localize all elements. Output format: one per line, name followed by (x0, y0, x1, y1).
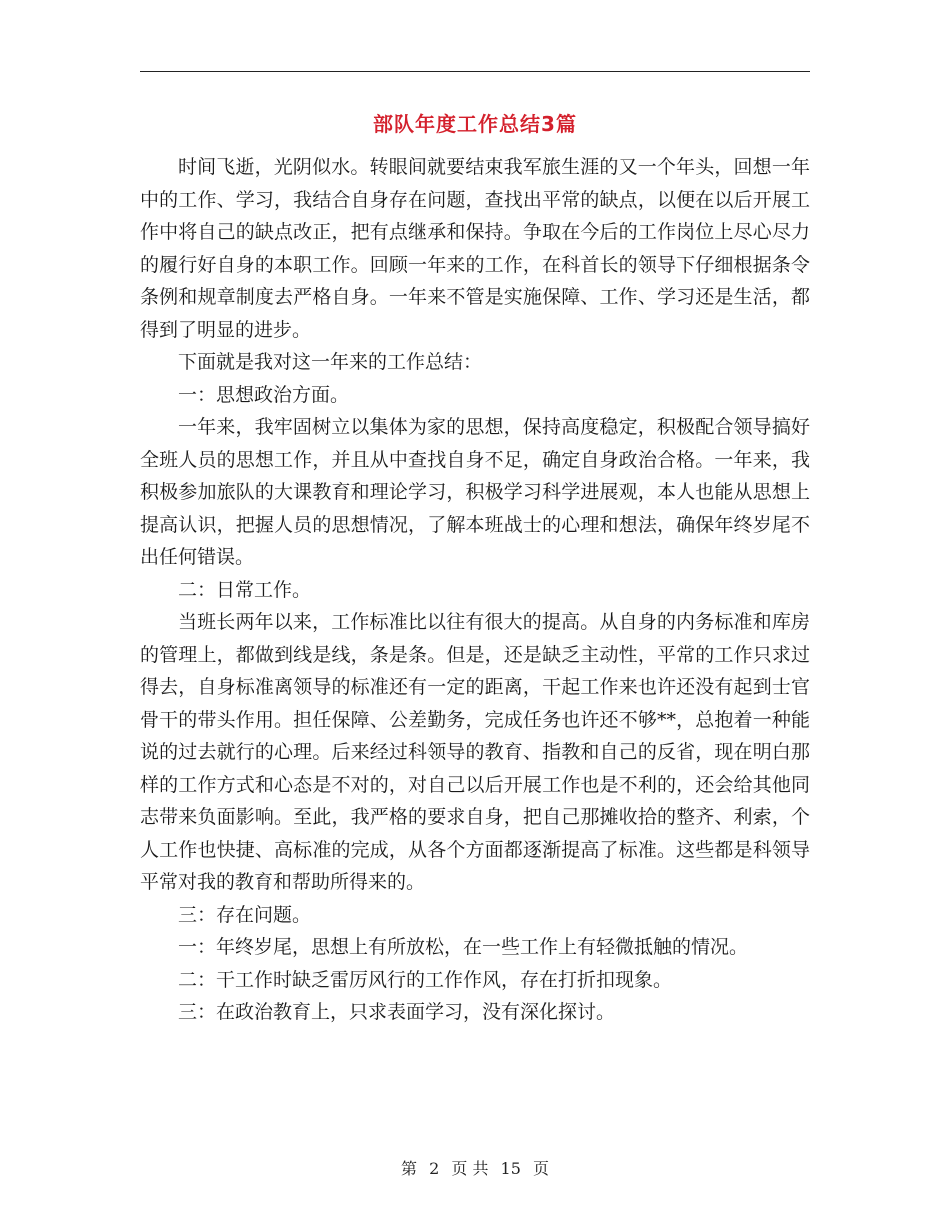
page-total: 15 (500, 1159, 521, 1178)
section-heading-ideology: 一：思想政治方面。 (178, 383, 350, 406)
footer-prefix: 第 (400, 1159, 417, 1178)
paragraph-daily-work: 当班长两年以来，工作标准比以往有很大的提高。从自身的内务标准和库房的管理上，都做到线是线，条是条。但是，还是缺乏主动性，平常的工作只求过得去，自身标准离领导的标准还有一定的距离，干起工作来也许还没有起到士官骨干的带头作用。担任保障、公差勤务，完成任务也许还不够**，总抱着一种能说的过去就行的心理。后来经过科领导的教育、指教和自己的反省，现在明白那样的工作方式和心态是不对的，对自己以后开展工作也是不利的，还会给其他同志带来负面影响。至此，我严格的要求自身，把自己那摊收拾的整齐、利索，个人工作也快捷、高标准的完成，从各个方面都逐渐提高了标准。这些都是科领导平常对我的教育和帮助所得来的。 (140, 611, 810, 893)
page-number: 2 (429, 1159, 440, 1178)
footer-middle: 页 共 (451, 1159, 489, 1178)
problem-item-3: 三：在政治教育上，只求表面学习，没有深化探讨。 (178, 1001, 616, 1023)
document-title: 部队年度工作总结3篇 (373, 112, 577, 136)
paragraph-summary-lead: 下面就是我对这一年来的工作总结： (178, 351, 483, 373)
section-heading-problems: 三：存在问题。 (178, 903, 312, 926)
document-body (140, 151, 810, 1029)
problem-item-2: 二：干工作时缺乏雷厉风行的工作作风，存在打折扣现象。 (178, 968, 673, 991)
paragraph-intro: 时间飞逝，光阴似水。转眼间就要结束我军旅生涯的又一个年头，回想一年中的工作、学习，我结合自身存在问题，查找出平常的缺点，以便在以后开展工作中将自己的缺点改正，把有点继承和保持。争取在今后的工作岗位上尽心尽力的履行好自身的本职工作。回顾一年来的工作，在科首长的领导下仔细根据条令条例和规章制度去严格自身。一年来不管是实施保障、工作、学习还是生活，都得到了明显的进步。 (140, 156, 810, 341)
paragraph-ideology: 一年来，我牢固树立以集体为家的思想，保持高度稳定，积极配合领导搞好全班人员的思想工作，并且从中查找自身不足，确定自身政治合格。一年来，我积极参加旅队的大课教育和理论学习，积极学习科学进展观，本人也能从思想上提高认识，把握人员的思想情况，了解本班战士的心理和想法，确保年终岁尾不出任何错误。 (140, 416, 810, 568)
page-footer (0, 1156, 950, 1179)
header-rule (140, 71, 810, 72)
footer-suffix: 页 (533, 1159, 550, 1178)
problem-item-1: 一：年终岁尾，思想上有所放松，在一些工作上有轻微抵触的情况。 (178, 936, 749, 958)
section-heading-daily-work: 二：日常工作。 (178, 578, 312, 601)
